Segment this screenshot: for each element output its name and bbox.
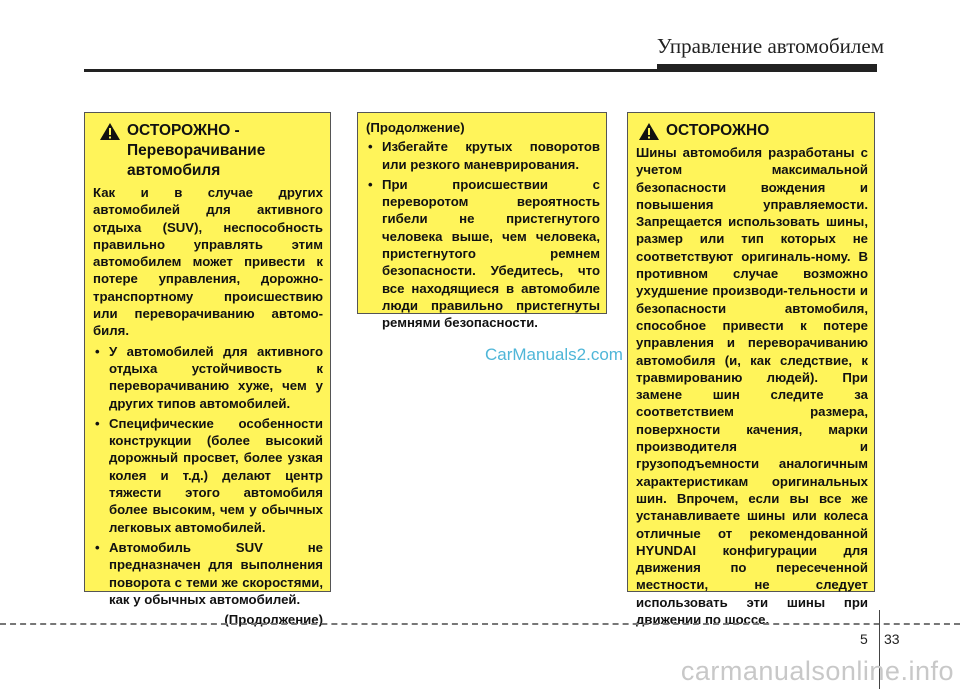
section-number: 5 (860, 631, 868, 647)
list-item: • Избегайте крутых поворотов или резкого маневрирования. (366, 138, 600, 173)
warning-bullet-list (93, 343, 323, 608)
warning-header (93, 121, 323, 181)
list-item: • При происшествии с переворотом вероятность гибели не пристегнутого человека выше, чем человека, пристегнутого ремнем безопасности. Убедитесь, что все находящиеся в автомобиле люди правильно пристегнуты ремнями безопасности. (366, 176, 600, 332)
warning-title: ОСТОРОЖНО - Переворачивание автомобиля (127, 122, 266, 179)
site-watermark: carmanualsonline.info (680, 656, 954, 686)
warning-bullet-list (366, 138, 600, 331)
header-rule (84, 69, 877, 72)
warning-body-text: Шины автомобиля разработаны с учетом максимальной безопасности вождения и повышения управляемости. Запрещается использовать шины, размер или тип которых не соответствуют оригиналь-ному. В противном случае возможно ухудшение производи-тельности и безопасности автомобиля, способное привести к потере управления и переворачиванию автомобиля (и, как следствие, к травмированию людей). При замене шин следите за соответствием размера, поверхности качения, марки производителя и грузоподъемности аналогичным характеристикам оригинальных шин. Впрочем, если вы все же устанавливаете шины или колеса отличные от рекомендованной HYUNDAI конфигурации для движения по пересеченной местности, не следует использовать эти шины при движении по шоссе. (636, 145, 868, 628)
warning-header (636, 121, 868, 141)
list-item: • У автомобилей для активного отдыха устойчивость к переворачиванию хуже, чем у других типов автомобилей. (93, 343, 323, 412)
continued-label: (Продолжение) (366, 120, 465, 135)
continued-label: (Продолжение) (224, 612, 323, 628)
warning-intro-text: Как и в случае других автомобилей для активного отдыха (SUV), неспособность правильно управлять этим автомобилем может привести к потере управления, дорожно-транспортному происшествию или переворачиванию автомо-биля. (93, 185, 323, 339)
list-item: • Специфические особенности конструкции (более высокий дорожный просвет, более узкая колея и т.д.) делают центр тяжести этого автомобиля более высоким, чем у обычных легковых автомобилей. (93, 415, 323, 536)
warning-triangle-icon (638, 122, 660, 141)
warning-box-continued (357, 112, 607, 331)
warning-title: ОСТОРОЖНО (666, 122, 770, 139)
watermark-link[interactable]: CarManuals2.com (485, 345, 623, 364)
warning-box-tires (627, 112, 875, 628)
list-item: • Автомобиль SUV не предназначен для выполнения поворота с теми же скоростями, как у обычных автомобилей. (93, 539, 323, 608)
page-header-title: Управление автомобилем (656, 34, 884, 58)
footer-dashed-rule (0, 623, 960, 625)
warning-triangle-icon (99, 122, 121, 141)
warning-box-rollover (84, 112, 331, 628)
page-number: 33 (884, 631, 900, 647)
